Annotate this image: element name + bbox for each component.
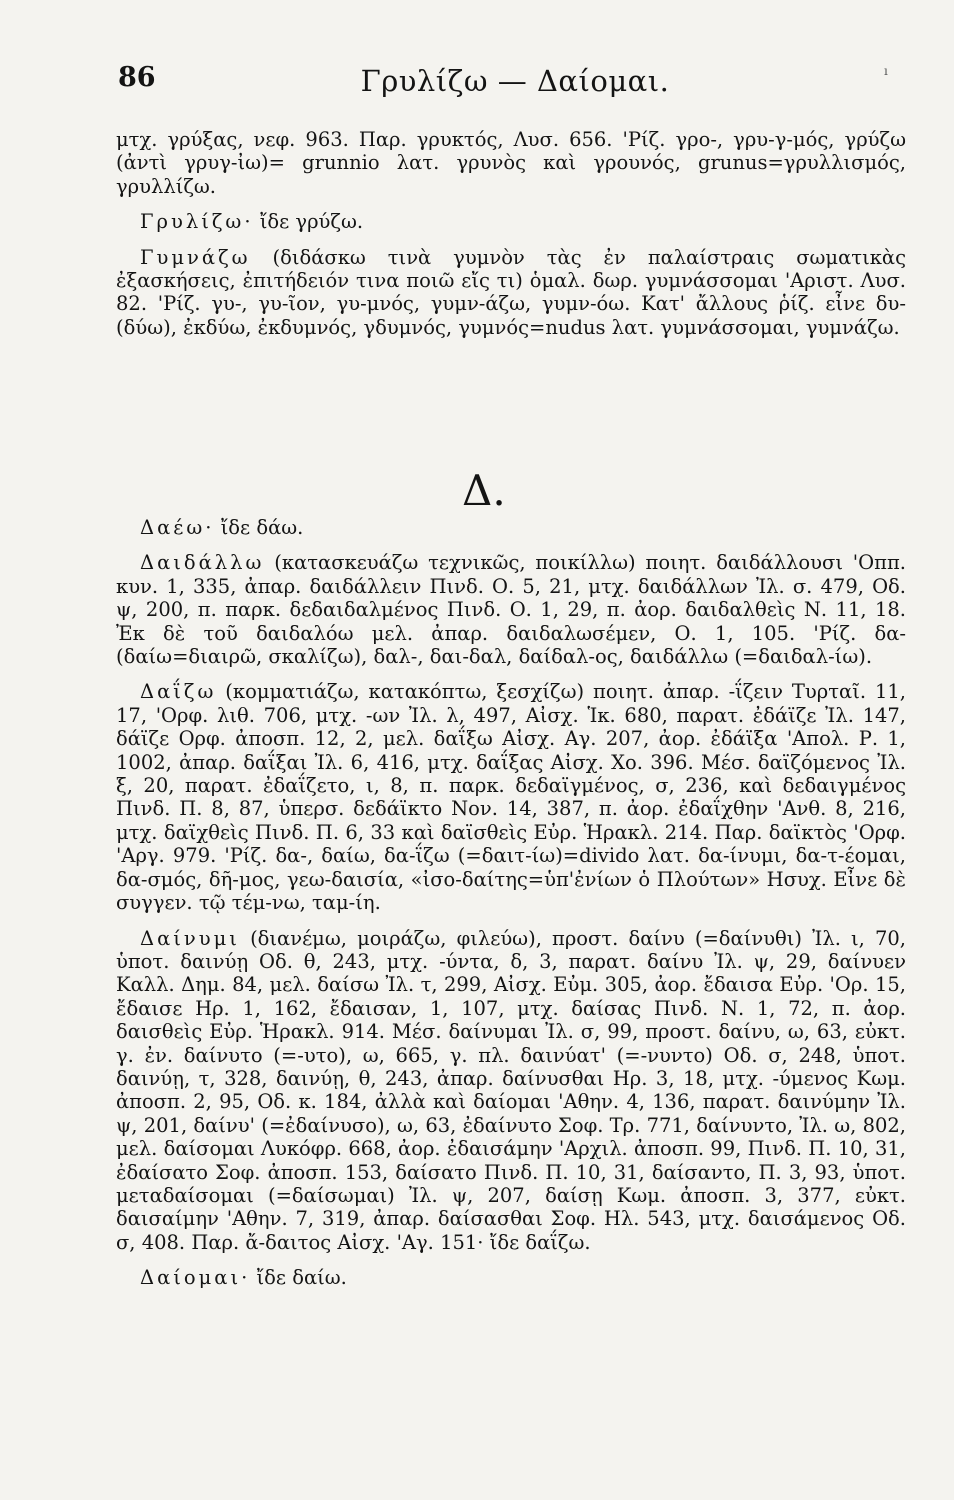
entry-lemma: Δαιδάλλω xyxy=(140,551,265,575)
entries-delta xyxy=(116,516,906,1290)
entry-daidallo xyxy=(116,551,906,668)
section-letter-delta: Δ. xyxy=(462,466,506,515)
entry-daeo xyxy=(116,516,906,539)
margin-mark-icon: ı xyxy=(884,64,888,78)
entry-daiomai xyxy=(116,1266,906,1289)
entry-gymnazo xyxy=(116,246,906,340)
entry-dainymi xyxy=(116,927,906,1255)
entry-text: ἴδε γρύζω. xyxy=(253,210,364,234)
entry-text: (διανέμω, μοιράζω, φιλεύω), προστ. δαίνυ (=δαίνυθι) Ἰλ. ι, 70, ὑποτ. δαινύῃ Οδ. θ, 243, μτχ. -ύντα, δ, 3, παρατ. δαίνυ Ἰλ. ψ, 29, δαίνυεν Καλλ. Δημ. 84, μελ. δαίσω Ἰλ. τ, 299, Αἰσχ. Εὐμ. 305, ἀορ. ἔδαισα Εὐρ. 'Ορ. 15, ἔδαισε Ηρ. 1, 162, ἔδαισαν, 1, 107, μτχ. δαίσας Πινδ. Ν. 1, 72, π. ἀορ. δαισθεὶς Εὐρ. Ἡρακλ. 914. Μέσ. δαίνυμαι Ἰλ. σ, 99, προστ. δαίνυ, ω, 63, εὐκτ. γ. ἐν. δαίνυτο (=-υτο), ω, 665, γ. πλ. δαινύατ' (=-νυντο) Οδ. σ, 248, ὑποτ. δαινύῃ, τ, 328, δαινύῃ, θ, 243, ἀπαρ. δαίνυσθαι Ηρ. 3, 18, μτχ. -ύμενος Κωμ. ἀποσπ. 2, 95, Οδ. κ. 184, ἀλλὰ καὶ δαίομαι 'Αθην. 4, 136, παρατ. δαινύμην Ἰλ. ψ, 201, δαίνυ' (=ἐδαίνυσο), ω, 63, ἐδαίνυτο Σοφ. Τρ. 771, δαίνυντο, Ἰλ. ω, 802, μελ. δαίσομαι Λυκόφρ. 668, ἀορ. ἐδαισάμην 'Αρχιλ. ἀποσπ. 99, Πινδ. Π. 10, 31, ἐδαίσατο Σοφ. ἀποσπ. 153, δαίσατο Πινδ. Π. 10, 31, δαίσαντο, Π. 3, 93, ὑποτ. μεταδαίσομαι (=δαίσωμαι) Ἰλ. ψ, 207, δαίσῃ Κωμ. ἀποσπ. 3, 377, εὐκτ. δαισαίμην 'Αθην. 7, 319, ἀπαρ. δαίσασθαι Σοφ. Ηλ. 543, μτχ. δαισάμενος Οδ. σ, 408. Παρ. ἄ-δαιτος Αἰσχ. 'Αγ. 151· ἴδε δαΐζω. xyxy=(116,926,906,1254)
entry-continuation xyxy=(116,128,906,198)
entry-lemma: Δαΐζω xyxy=(140,680,217,704)
entry-lemma: Δαίομαι· xyxy=(140,1266,251,1290)
page-number: 86 xyxy=(118,62,156,93)
entry-lemma: Γρυλίζω· xyxy=(140,210,254,234)
running-head: Γρυλίζω — Δαίομαι. xyxy=(360,64,670,98)
entry-grylizo xyxy=(116,210,906,233)
entry-lemma: Δαίνυμι xyxy=(140,926,240,950)
entry-text: (κομματιάζω, κατακόπτω, ξεσχίζω) ποιητ. ἀπαρ. -ΐζειν Τυρταῖ. 11, 17, 'Ορφ. λιθ. 706, μτχ. -ων Ἰλ. λ, 497, Αἰσχ. Ἱκ. 680, παρατ. ἐδάϊζε Ἰλ. 147, δάϊζε Ορφ. ἀποσπ. 12, 2, μελ. δαΐξω Αἰσχ. Αγ. 207, ἀορ. ἐδάϊξα 'Απολ. Ρ. 1, 1002, ἀπαρ. δαΐξαι Ἰλ. 6, 416, μτχ. δαΐξας Αἰσχ. Χο. 396. Μέσ. δαϊζόμενος Ἰλ. ξ, 20, παρατ. ἐδαΐζετο, ι, 8, π. παρκ. δεδαϊγμένος, σ, 236, καὶ δεδαιγμένος Πινδ. Π. 8, 87, ὑπερσ. δεδάϊκτο Νον. 14, 387, π. ἀορ. ἐδαΐχθην 'Ανθ. 8, 216, μτχ. δαϊχθεὶς Πινδ. Π. 6, 33 καὶ δαϊσθεὶς Εὐρ. Ἡρακλ. 214. Παρ. δαϊκτὸς 'Ορφ. 'Αργ. 979. 'Ρίζ. δα-, δαίω, δα-ΐζω (=δαιτ-ίω)=divido λατ. δα-ίνυμι, δα-τ-έομαι, δα-σμός, δῆ-μος, γεω-δαισία, «ἰσο-δαίτης=ὑπ'ἐνίων ὁ Πλούτων» Ησυχ. Εἶνε δὲ συγγεν. τῷ τέμ-νω, ταμ-ίη. xyxy=(116,680,906,915)
entry-text: ἴδε δάω. xyxy=(214,516,304,539)
entry-text: ἴδε δαίω. xyxy=(250,1266,347,1290)
entry-lemma: Δαέω· xyxy=(140,516,215,539)
entries-gamma xyxy=(116,128,906,339)
entry-text: (διδάσκω τινὰ γυμνὸν τὰς ἐν παλαίστραις σωματικὰς ἐξασκήσεις, ἐπιτήδειόν τινα ποιῶ εἴς τι) ὁμαλ. δωρ. γυμνάσσομαι 'Αριστ. Λυσ. 82. 'Ρίζ. γυ-, γυ-ῖον, γυ-μνός, γυμν-άζω, γυμν-όω. Κατ' ἄλλους ῥίζ. εἶνε δυ- (δύω), ἐκδύω, ἐκδυμνός, γδυμνός, γυμνός=nudus λατ. γυμνάσσομαι, γυμνάζω. xyxy=(116,245,906,339)
entry-text: μτχ. γρύξας, νεφ. 963. Παρ. γρυκτός, Λυσ. 656. 'Ρίζ. γρο-, γρυ-γ-μός, γρύζω (ἀντὶ γρυγ-ἰω)= grunnio λατ. γρυνὸς καὶ γρουνός, grunus=γρυλλισμός, γρυλλίζω. xyxy=(116,128,906,198)
entry-daizo xyxy=(116,680,906,914)
entry-text: (κατασκευάζω τεχνικῶς, ποικίλλω) ποιητ. δαιδάλλουσι 'Οππ. κυν. 1, 335, ἀπαρ. δαιδάλλειν Πινδ. Ο. 5, 21, μτχ. δαιδάλλων Ἰλ. σ. 479, Οδ. ψ, 200, π. παρκ. δεδαιδαλμένος Πινδ. Ο. 1, 29, π. ἀορ. δαιδαλθεὶς Ν. 11, 18. Ἐκ δὲ τοῦ δαιδαλόω μελ. ἀπαρ. δαιδαλωσέμεν, Ο. 1, 105. 'Ρίζ. δα- (δαίω=διαιρῶ, σκαλίζω), δαλ-, δαι-δαλ, δαίδαλ-ος, δαιδάλλω (=δαιδαλ-ίω). xyxy=(116,551,906,669)
entry-lemma: Γυμνάζω xyxy=(140,245,251,269)
